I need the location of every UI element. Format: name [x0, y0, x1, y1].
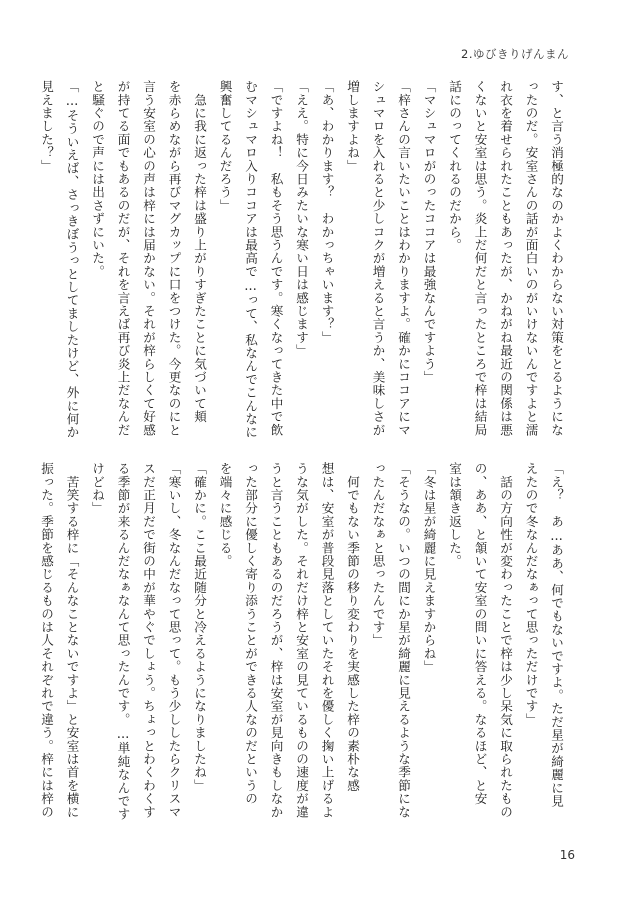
text-line: と騒ぐので声には出さずにいた。 [90, 80, 105, 278]
text-line: 「マシュマロがのったココアは最強なんですよう」 [421, 80, 437, 384]
text-line: す、と言う消極的なのかよくわからない対策をとるようにな [549, 80, 564, 437]
text-line: った部分に優しく寄り添うことができる人なのだというの [243, 462, 258, 806]
text-line: が持てる面でもあるのだが、それを言えば再び炎上だなんだ [115, 80, 131, 437]
upper-text-block [39, 80, 569, 440]
text-line: 「冬は星が綺麗に見えますからね」 [421, 462, 437, 674]
text-line: 急に我に返った梓は盛り上がりすぎたことに気づいて頬 [192, 80, 207, 424]
text-line: 「そうなの。いつの間にか星が綺麗に見えるような季節にな [396, 462, 411, 819]
text-line: 「確かに。ここ最近随分と冷えるようになりましたね」 [192, 462, 207, 792]
text-line: 興奮してるんだろう」 [217, 80, 233, 212]
text-line: 苦笑する梓に「そんなことないですよ」と安室は首を横に [64, 462, 80, 819]
text-line: 見えました？」 [39, 80, 54, 173]
lower-text-block [39, 462, 569, 822]
text-line: 言う安室の心の声は梓には届かない。それが梓らしくて好感 [141, 80, 156, 437]
text-line: 「ええ。特に今日みたいな寒い日は感じます」 [294, 80, 309, 358]
text-line: 「え？ あ…ああ、何でもないですよ。ただ星が綺麗に見 [549, 462, 564, 808]
text-line: くないと安室は思う。炎上だ何だと言ったところで梓は結局 [472, 80, 488, 437]
running-head: 2.ゆびきりげんまん [461, 47, 569, 61]
page-number: 16 [559, 848, 575, 862]
text-line: 「梓さんの言いたいことはわかりますよ。確かにココアにマ [396, 80, 411, 437]
text-line: むマシュマロ入りココアは最高で…って、私なんでこんなに [243, 80, 258, 439]
text-line: ったのだ。安室さんの話が面白いのがいけないんですよと濡 [523, 80, 539, 437]
text-line: シュマロを入れると少しコクが増えると言うか、美味しさが [370, 80, 386, 437]
text-line: うな気がした。それだけ梓と安室の見ているものの速度が違 [294, 462, 309, 819]
text-line: うと言うこともあるのだろうが、梓は安室が見向きもしなか [268, 462, 284, 819]
text-line: を端々に感じる。 [217, 462, 233, 568]
text-line: れ衣を着せられたこともあったが、かねがね最近の関係は悪 [498, 80, 513, 437]
text-line: 「あ、わかります？ わかっちゃいます？」 [319, 80, 335, 344]
text-line: 想は、安室が普段見落としていたそれを優しく掬い上げるよ [319, 462, 335, 819]
text-line: スだ正月だで街の中が華やぐでしょう。ちょっとわくわくす [141, 462, 156, 819]
text-line: の、ああ、と頷いて安室の問いに答える。なるほど、と安 [472, 462, 488, 806]
text-line: 振った。季節を感じるものは人それぞれで違う。梓には梓の [39, 462, 54, 819]
text-line: 話にのってくれるのだから。 [447, 80, 462, 252]
text-line: 増しますよね」 [345, 80, 360, 173]
text-line: えたので冬なんだなぁって思っただけです」 [523, 462, 539, 726]
text-line: 話の方向性が変わったことで梓は少し呆気に取られたもの [498, 462, 513, 819]
text-line: 「…そういえば、さっきぼうっとしてましたけど、外に何か [64, 80, 80, 439]
text-line: る季節が来るんだなぁなんて思ったんです。…単純なんです [115, 462, 131, 821]
text-line: を赤らめながら再びマグカップに口をつけた。今更なのにと [166, 80, 182, 437]
text-line: ったんだなぁと思ったんです」 [370, 462, 386, 647]
text-line: 室は頷き返した。 [447, 462, 462, 568]
text-line: 何でもない季節の移り変わりを実感した梓の素朴な感 [345, 462, 360, 792]
text-line: 「寒いし、冬なんだなって思って。もう少ししたらクリスマ [166, 462, 182, 819]
text-line: けどね」 [90, 462, 105, 515]
text-line: 「ですよね！ 私もそう思うんです。寒くなってきた中で飲 [268, 80, 284, 437]
